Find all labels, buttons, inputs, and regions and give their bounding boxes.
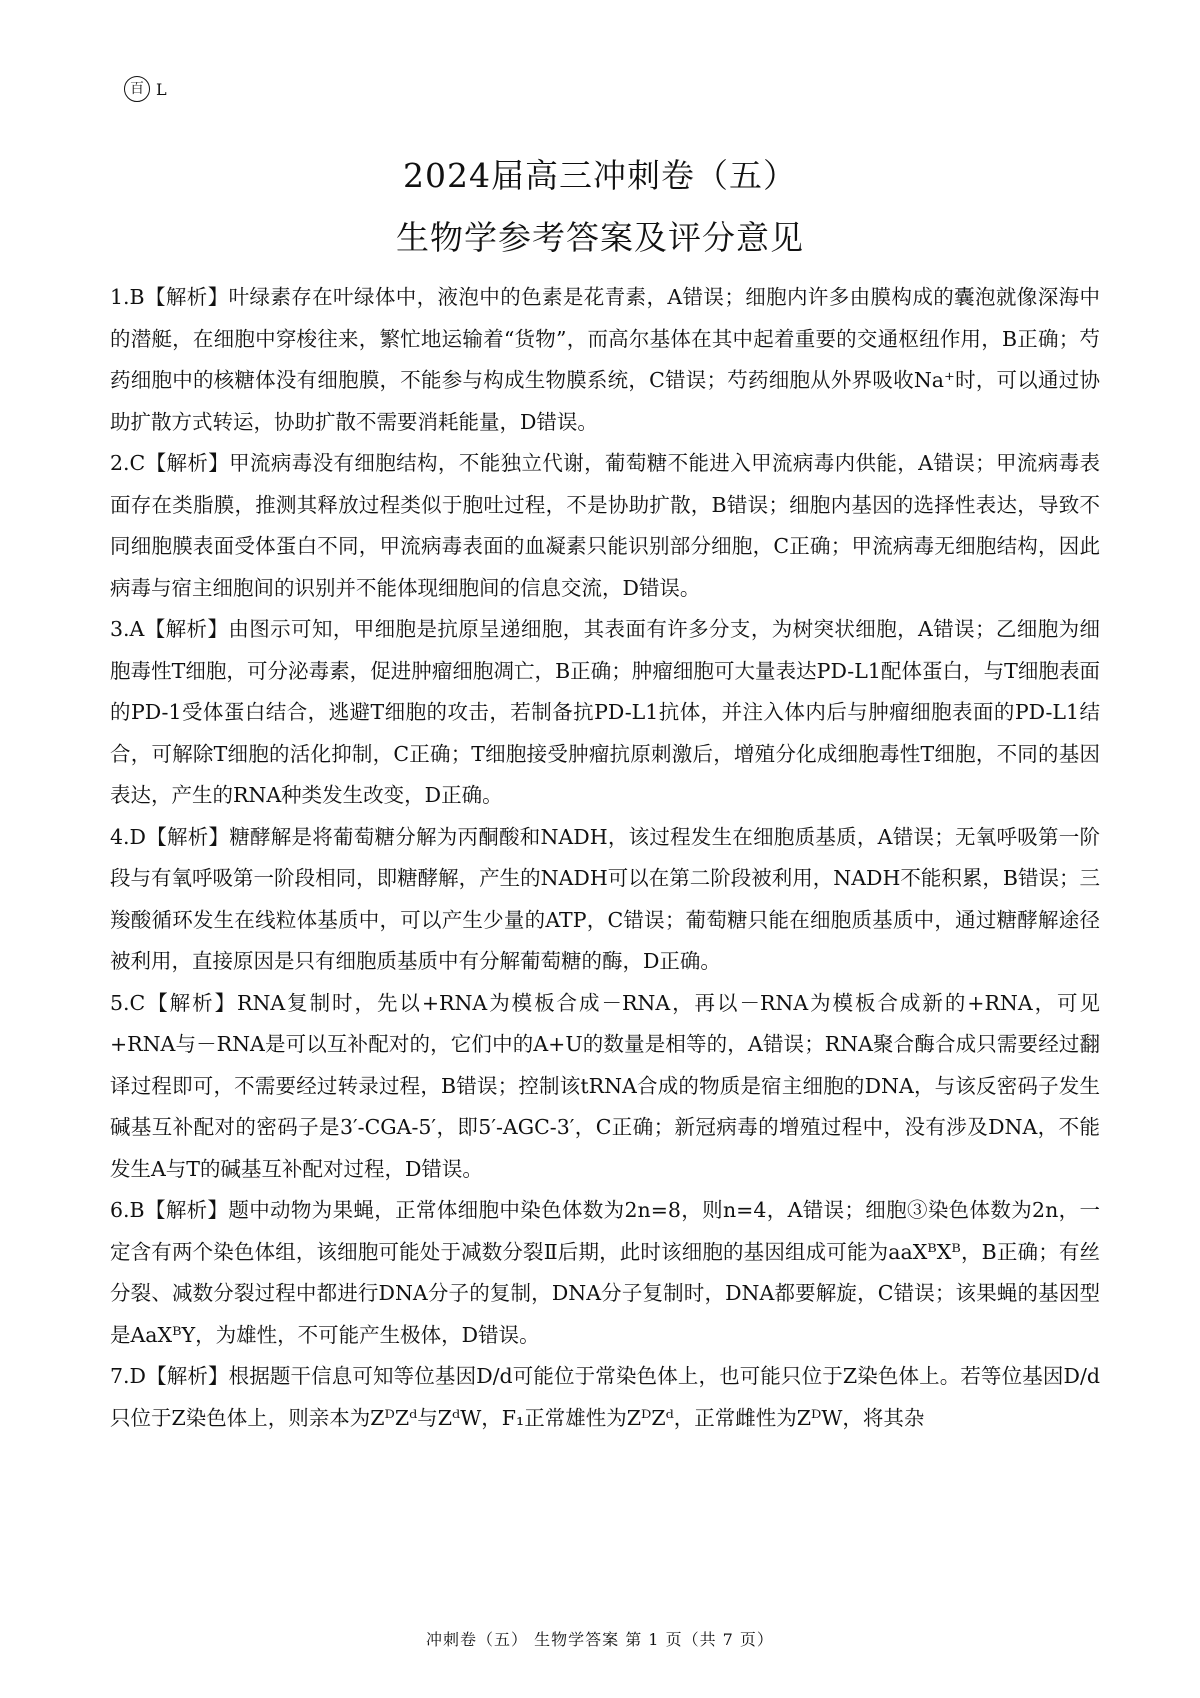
answer-item-6: 6.B【解析】题中动物为果蝇，正常体细胞中染色体数为2n=8，则n=4，A错误；细胞③染色体数为2n，一定含有两个染色体组，该细胞可能处于减数分裂Ⅱ后期，此时该细胞的基因组成可能为aaXᴮXᴮ，B正确；有丝分裂、减数分裂过程中都进行DNA分子的复制，DNA分子复制时，DNA都要解旋，C错误；该果蝇的基因型是AaXᴮY，为雄性，不可能产生极体，D错误。 (110, 1198, 1100, 1347)
answer-item-7: 7.D【解析】根据题干信息可知等位基因D/d可能位于常染色体上，也可能只位于Z染色体上。若等位基因D/d只位于Z染色体上，则亲本为ZᴰZᵈ与ZᵈW，F₁正常雄性为ZᴰZᵈ，正常雌性为ZᴰW，将其杂 (110, 1364, 1100, 1430)
page-footer: 冲刺卷（五） 生物学答案 第 1 页（共 7 页） (426, 1630, 774, 1649)
title-block (0, 150, 1200, 264)
page-stamp (124, 76, 167, 102)
page-subtitle: 生物学参考答案及评分意见 (396, 218, 804, 257)
answer-item-4: 4.D【解析】糖酵解是将葡萄糖分解为丙酮酸和NADH，该过程发生在细胞质基质，A错误；无氧呼吸第一阶段与有氧呼吸第一阶段相同，即糖酵解，产生的NADH可以在第二阶段被利用，NADH不能积累，B错误；三羧酸循环发生在线粒体基质中，可以产生少量的ATP，C错误；葡萄糖只能在细胞质基质中，通过糖酵解途径被利用，直接原因是只有细胞质基质中有分解葡萄糖的酶，D正确。 (110, 824, 1100, 973)
answer-content (110, 277, 1100, 1439)
circled-character-seal: 百 (124, 76, 150, 102)
answer-item-2: 2.C【解析】甲流病毒没有细胞结构，不能独立代谢，葡萄糖不能进入甲流病毒内供能，A错误；甲流病毒表面存在类脂膜，推测其释放过程类似于胞吐过程，不是协助扩散，B错误；细胞内基因的选择性表达，导致不同细胞膜表面受体蛋白不同，甲流病毒表面的血凝素只能识别部分细胞，C正确；甲流病毒无细胞结构，因此病毒与宿主细胞间的识别并不能体现细胞间的信息交流，D错误。 (110, 451, 1100, 600)
answer-item-1: 1.B【解析】叶绿素存在叶绿体中，液泡中的色素是花青素，A错误；细胞内许多由膜构成的囊泡就像深海中的潜艇，在细胞中穿梭往来，繁忙地运输着“货物”，而高尔基体在其中起着重要的交通枢纽作用，B正确；芍药细胞中的核糖体没有细胞膜，不能参与构成生物膜系统，C错误；芍药细胞从外界吸收Na⁺时，可以通过协助扩散方式转运，协助扩散不需要消耗能量，D错误。 (110, 285, 1100, 434)
stamp-letter: L (156, 79, 167, 99)
page-title: 2024届高三冲刺卷（五） (403, 156, 797, 195)
answer-item-3: 3.A【解析】由图示可知，甲细胞是抗原呈递细胞，其表面有许多分支，为树突状细胞，A错误；乙细胞为细胞毒性T细胞，可分泌毒素，促进肿瘤细胞凋亡，B正确；肿瘤细胞可大量表达PD-L1配体蛋白，与T细胞表面的PD-1受体蛋白结合，逃避T细胞的攻击，若制备抗PD-L1抗体，并注入体内后与肿瘤细胞表面的PD-L1结合，可解除T细胞的活化抑制，C正确；T细胞接受肿瘤抗原刺激后，增殖分化成细胞毒性T细胞，不同的基因表达，产生的RNA种类发生改变，D正确。 (110, 617, 1100, 807)
answer-item-5: 5.C【解析】RNA复制时，先以+RNA为模板合成－RNA，再以－RNA为模板合成新的+RNA，可见+RNA与－RNA是可以互补配对的，它们中的A+U的数量是相等的，A错误；RNA聚合酶合成只需要经过翻译过程即可，不需要经过转录过程，B错误；控制该tRNA合成的物质是宿主细胞的DNA，与该反密码子发生碱基互补配对的密码子是3′-CGA-5′，即5′-AGC-3′，C正确；新冠病毒的增殖过程中，没有涉及DNA，不能发生A与T的碱基互补配对过程，D错误。 (110, 990, 1100, 1181)
